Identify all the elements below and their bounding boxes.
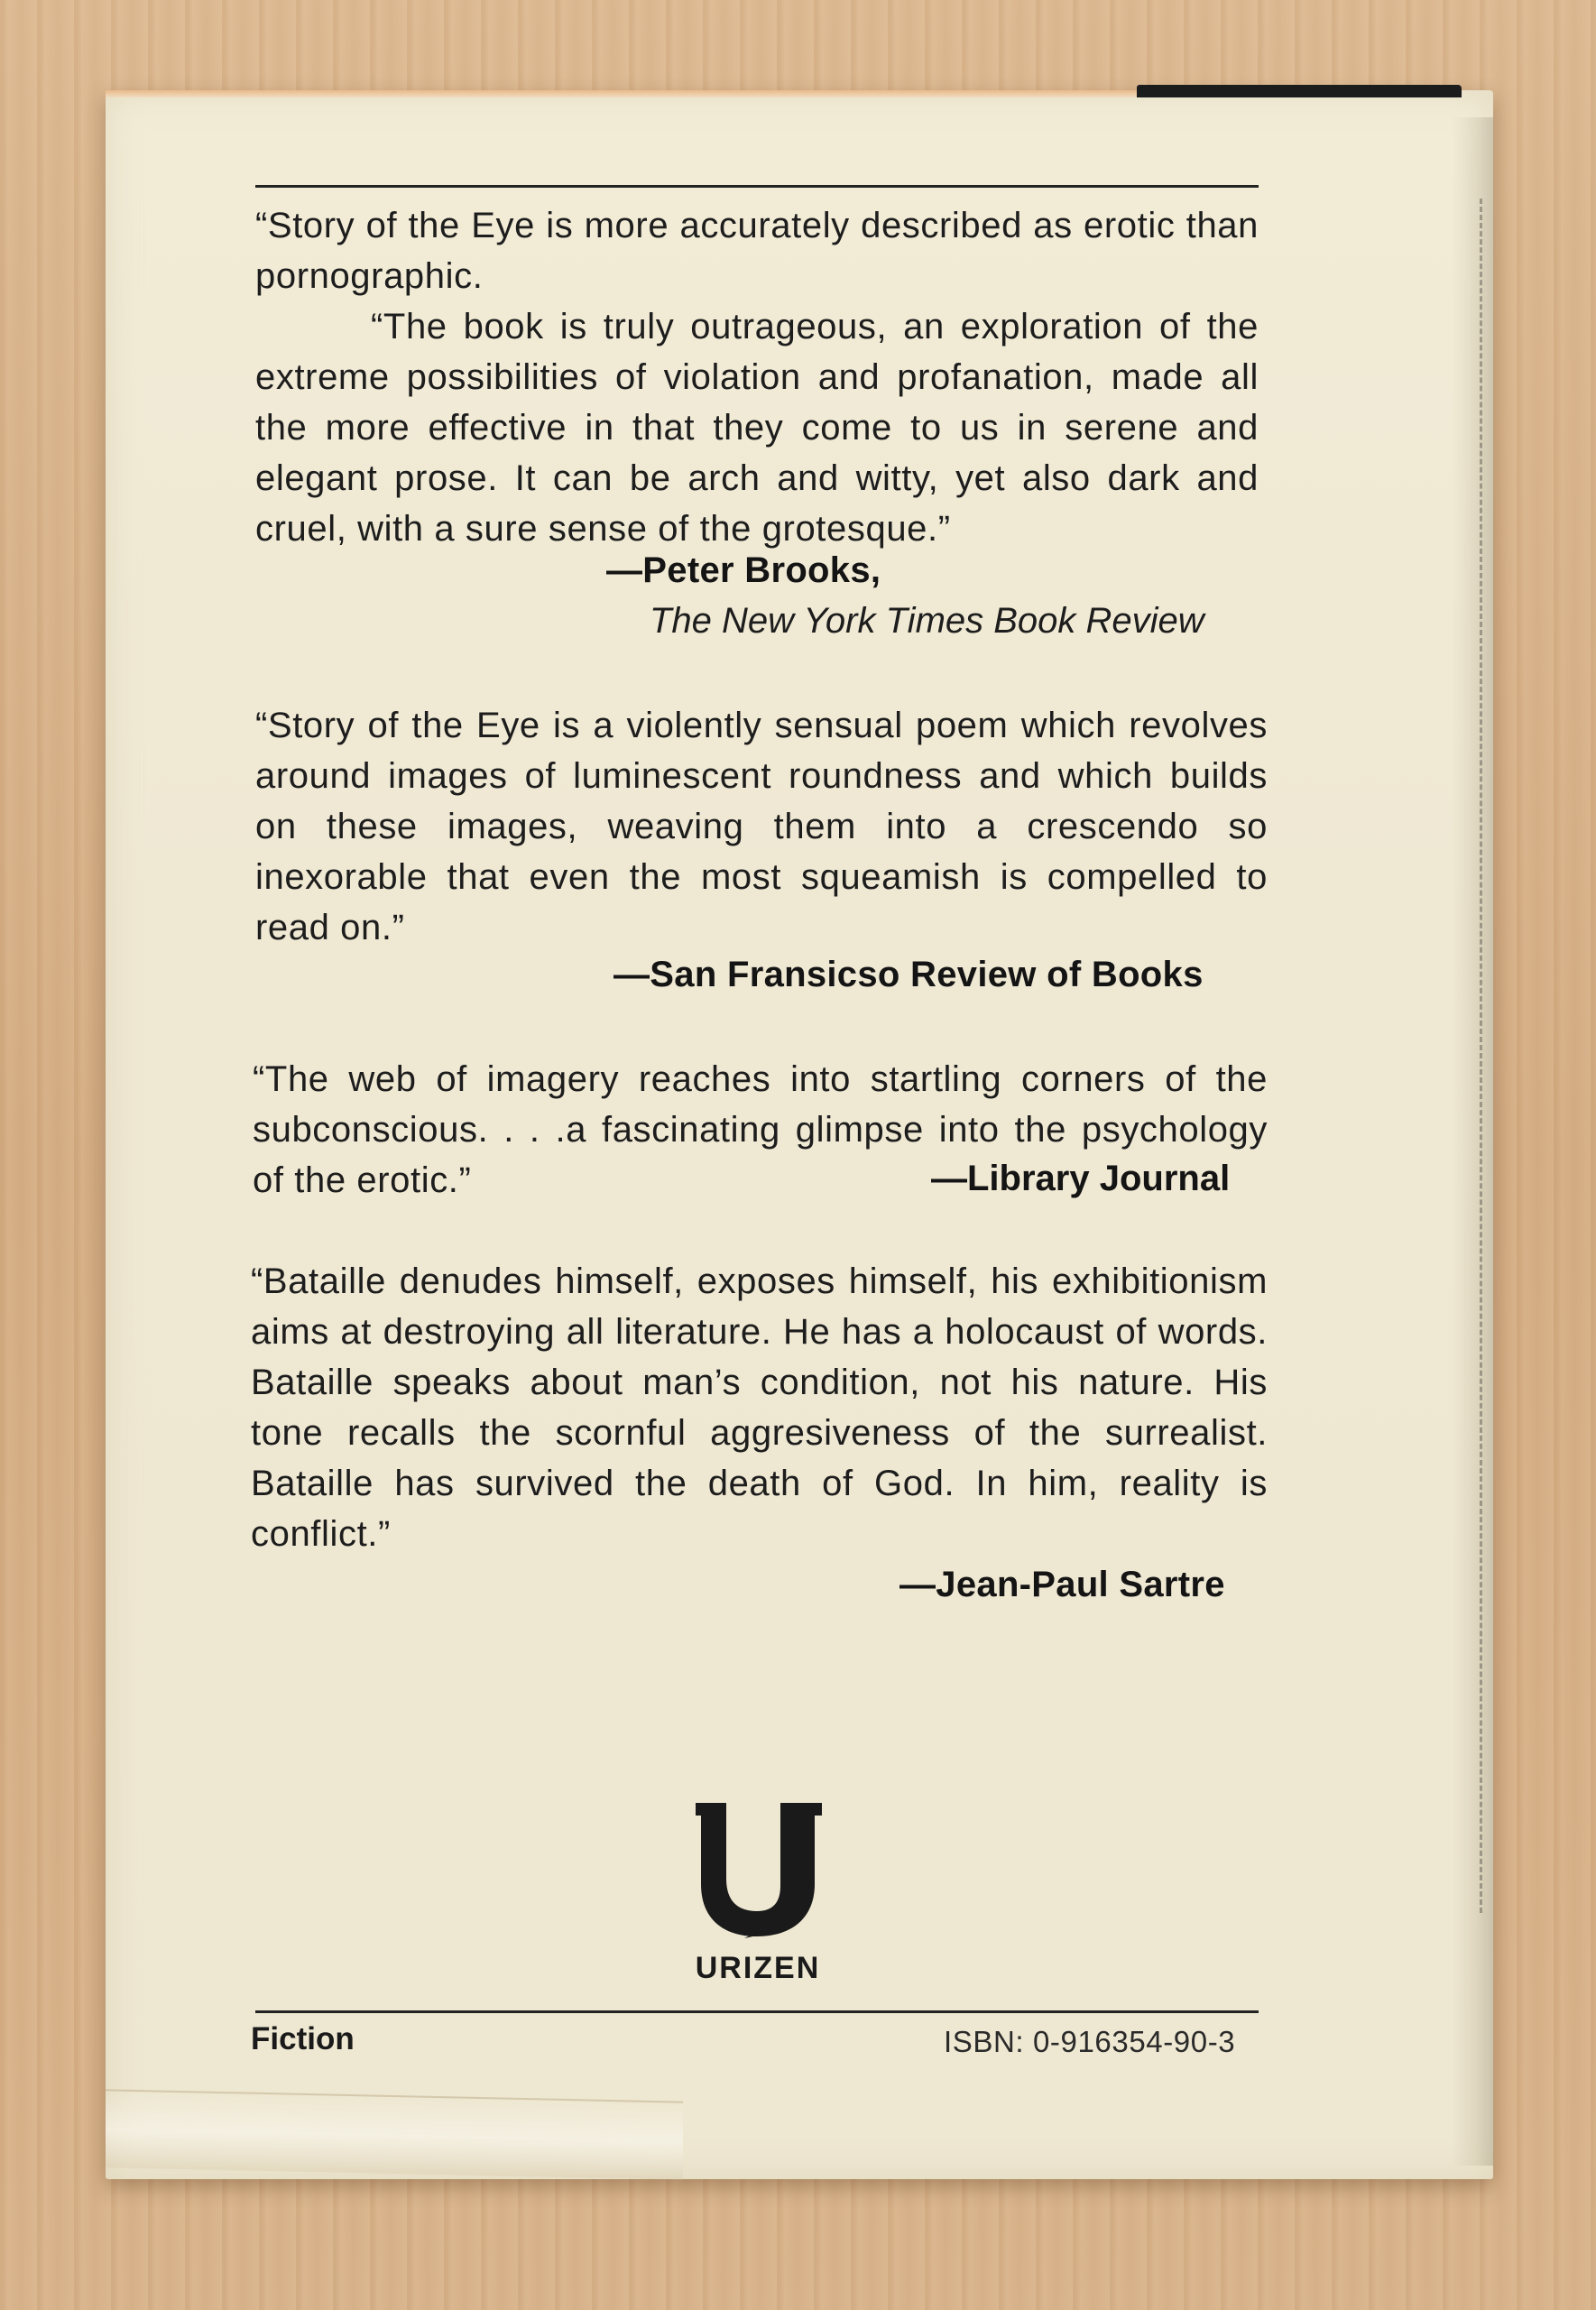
bottom-rule: [255, 2010, 1259, 2013]
quote-3-text: “The web of imagery reaches into startling corners of the subconscious. . . .a fascinating glimpse into the psychology of the erotic.”: [253, 1059, 1268, 1200]
urizen-logo: [690, 1796, 827, 1940]
top-rule: [255, 185, 1259, 188]
quote-2-attribution: —San Fransicso Review of Books: [613, 955, 1204, 994]
hardcover-corner: [1137, 85, 1462, 97]
logo-mark: [696, 1803, 822, 1936]
quote-2: [255, 700, 1268, 953]
quote-4-text: “Bataille denudes himself, exposes himself, his exhibitionism aims at destroying all literature. He has a holocaust of words. Bataille speaks about man’s condition, not his nature. His tone recalls the scornful aggresiveness of the surrealist. Bataille has survived the death of God. In him, reality is conflict.”: [251, 1261, 1268, 1554]
quote-1-attribution: —Peter Brooks,: [606, 550, 881, 590]
publisher-name: URIZEN: [695, 1951, 821, 1985]
cover-top-edge: [106, 90, 1143, 97]
quote-4: [251, 1256, 1268, 1559]
quote-1: [255, 200, 1259, 554]
quote-3-attribution: —Library Journal: [931, 1159, 1231, 1198]
quote-2-text: “Story of the Eye is a violently sensual poem which revolves around images of luminescent roundness and which builds on these images, weaving them into a crescendo so inexorable that even the most squeamish is compelled to read on.”: [255, 706, 1268, 947]
spine-lettering: [1480, 199, 1491, 1913]
quote-1-source: The New York Times Book Review: [650, 601, 1204, 641]
category-label: Fiction: [251, 2021, 355, 2056]
quote-1-line-1: “Story of the Eye is more accurately described as erotic than pornographic.: [255, 206, 1259, 296]
isbn-label: ISBN: 0-916354-90-3: [944, 2025, 1236, 2058]
quote-1-line-2: “The book is truly outrageous, an exploration of the extreme possibilities of violation and profanation, made all the more effective in that they come to us in serene and elegant prose. It can be arch and witty, yet also dark and cruel, with a sure sense of the grotesque.”: [255, 307, 1259, 549]
cover-wear-crease: [106, 2089, 683, 2179]
quote-4-attribution: —Jean-Paul Sartre: [899, 1565, 1225, 1604]
